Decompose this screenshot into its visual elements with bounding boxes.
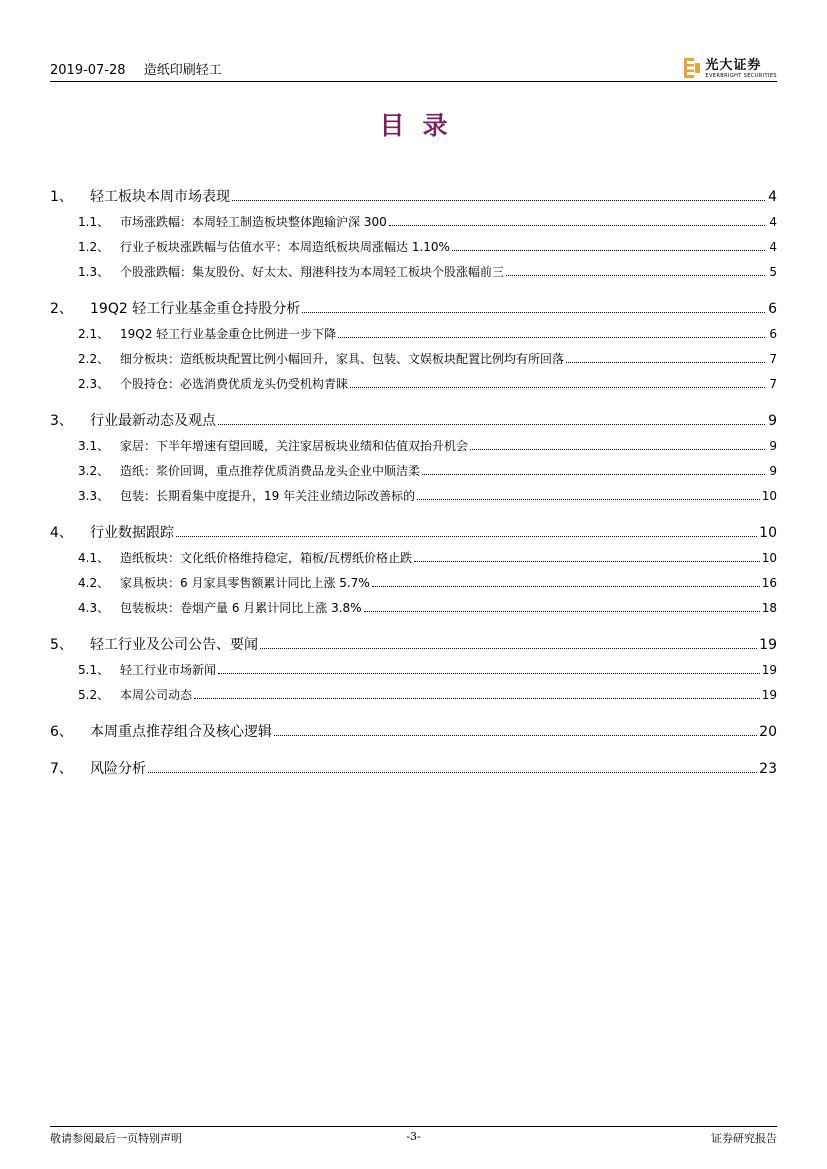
toc-entry-page: 10: [759, 525, 777, 541]
toc-entry-number: 3.1、: [78, 439, 110, 453]
toc-dot-leader: [302, 312, 765, 313]
toc-entry-number: 2、: [50, 301, 73, 317]
logo-name-en: EVERBRIGHT SECURITIES: [705, 73, 777, 79]
page-footer: [50, 1130, 777, 1146]
toc-entry-page: 20: [759, 724, 777, 740]
toc-entry-title: 家具板块：6 月家具零售额累计同比上涨 5.7%: [120, 576, 370, 590]
toc-entry[interactable]: [50, 574, 777, 592]
toc-entry-number: 2.3、: [78, 377, 110, 391]
toc-entry-page: 5: [769, 265, 777, 279]
toc-entry[interactable]: [50, 263, 777, 281]
toc-entry-title: 本周重点推荐组合及核心逻辑: [90, 724, 272, 740]
toc-dot-leader: [470, 449, 765, 450]
toc-entry-page: 9: [768, 413, 777, 429]
toc-dot-leader: [422, 474, 765, 475]
toc-entry[interactable]: [50, 522, 777, 542]
toc-entry-title: 造纸：浆价回调，重点推荐优质消费品龙头企业中顺洁柔: [120, 464, 421, 478]
toc-entry[interactable]: [50, 462, 777, 480]
toc-entry-page: 19: [761, 663, 777, 677]
toc-dot-leader: [506, 275, 765, 276]
toc-entry-page: 6: [768, 301, 777, 317]
logo-name-cn: 光大证券: [705, 58, 762, 73]
toc-entry-number: 4、: [50, 525, 73, 541]
toc-entry-number: 6、: [50, 724, 73, 740]
toc-dot-leader: [417, 499, 760, 500]
toc-entry-title: 个股持仓：必选消费优质龙头仍受机构青睐: [120, 377, 349, 391]
table-of-contents: [50, 0, 777, 1169]
toc-entry-title: 家居：下半年增速有望回暖，关注家居板块业绩和估值双抬升机会: [120, 439, 469, 453]
toc-dot-leader: [218, 673, 760, 674]
toc-entry-number: 1、: [50, 189, 73, 205]
toc-entry[interactable]: [50, 686, 777, 704]
toc-entry-page: 18: [761, 601, 777, 615]
toc-entry-title: 轻工板块本周市场表现: [90, 189, 230, 205]
toc-entry-title: 行业最新动态及观点: [90, 413, 216, 429]
footer-divider: [50, 1126, 777, 1127]
toc-entry-number: 3.3、: [78, 489, 110, 503]
toc-entry[interactable]: [50, 437, 777, 455]
toc-entry-number: 5.1、: [78, 663, 110, 677]
toc-entry-number: 5.2、: [78, 688, 110, 702]
toc-entry-number: 3、: [50, 413, 73, 429]
toc-entry[interactable]: [50, 350, 777, 368]
toc-entry-page: 7: [769, 377, 777, 391]
report-date: 2019-07-28: [50, 63, 126, 78]
toc-entry-number: 1.1、: [78, 215, 110, 229]
toc-title: 目录: [379, 111, 466, 140]
toc-entry-page: 9: [769, 464, 777, 478]
toc-entry-page: 7: [769, 352, 777, 366]
toc-entry[interactable]: [50, 599, 777, 617]
toc-entry[interactable]: [50, 549, 777, 567]
toc-entry-title: 包装板块：卷烟产量 6 月累计同比上涨 3.8%: [120, 601, 362, 615]
page-number: -3-: [406, 1130, 421, 1143]
toc-entry-title: 本周公司动态: [120, 688, 193, 702]
footer-report-type: 证券研究报告: [711, 1132, 777, 1145]
toc-entry-number: 3.2、: [78, 464, 110, 478]
toc-dot-leader: [274, 735, 757, 736]
toc-dot-leader: [338, 337, 765, 338]
toc-entry-title: 轻工行业及公司公告、要闻: [90, 637, 258, 653]
toc-entry-number: 1.2、: [78, 240, 110, 254]
toc-entry-title: 行业数据跟踪: [90, 525, 174, 541]
toc-dot-leader: [218, 424, 765, 425]
toc-entry-title: 行业子板块涨跌幅与估值水平：本周造纸板块周涨幅达 1.10%: [120, 240, 450, 254]
toc-entry[interactable]: [50, 661, 777, 679]
toc-dot-leader: [364, 611, 760, 612]
toc-dot-leader: [194, 698, 760, 699]
toc-entry[interactable]: [50, 186, 777, 206]
toc-entry[interactable]: [50, 410, 777, 430]
toc-dot-leader: [350, 387, 765, 388]
toc-dot-leader: [232, 200, 765, 201]
toc-entry[interactable]: [50, 721, 777, 741]
toc-entry[interactable]: [50, 238, 777, 256]
toc-entry[interactable]: [50, 758, 777, 778]
toc-entry-page: 4: [769, 215, 777, 229]
toc-entry-title: 造纸板块：文化纸价格维持稳定，箱板/瓦楞纸价格止跌: [120, 551, 413, 565]
toc-dot-leader: [176, 536, 757, 537]
toc-entry-number: 4.3、: [78, 601, 110, 615]
toc-entry-page: 10: [761, 551, 777, 565]
toc-entry-number: 4.1、: [78, 551, 110, 565]
toc-entry-title: 风险分析: [90, 761, 146, 777]
toc-entry[interactable]: [50, 634, 777, 654]
toc-entry-page: 23: [759, 761, 777, 777]
toc-dot-leader: [372, 586, 760, 587]
toc-dot-leader: [452, 250, 765, 251]
toc-entry-page: 19: [761, 688, 777, 702]
toc-entry-title: 19Q2 轻工行业基金重仓持股分析: [90, 301, 301, 317]
toc-entry-page: 4: [769, 240, 777, 254]
toc-entry-page: 4: [768, 189, 777, 205]
toc-entry-title: 市场涨跌幅：本周轻工制造板块整体跑输沪深 300: [120, 215, 387, 229]
toc-entry-number: 7、: [50, 761, 73, 777]
toc-entry-number: 5、: [50, 637, 73, 653]
toc-entry[interactable]: [50, 213, 777, 231]
toc-entry-title: 19Q2 轻工行业基金重仓比例进一步下降: [120, 327, 337, 341]
toc-entry[interactable]: [50, 325, 777, 343]
footer-disclaimer: 敬请参阅最后一页特别声明: [50, 1132, 182, 1145]
toc-entry[interactable]: [50, 487, 777, 505]
toc-entry-page: 16: [761, 576, 777, 590]
sector-name: 造纸印刷轻工: [143, 63, 222, 78]
toc-dot-leader: [566, 362, 765, 363]
toc-dot-leader: [148, 772, 757, 773]
toc-entry-title: 个股涨跌幅：集友股份、好太太、翔港科技为本周轻工板块个股涨幅前三: [120, 265, 505, 279]
toc-entry[interactable]: [50, 298, 777, 318]
toc-entry-number: 1.3、: [78, 265, 110, 279]
toc-entry-page: 9: [769, 439, 777, 453]
toc-entry-page: 6: [769, 327, 777, 341]
toc-entry-page: 10: [761, 489, 777, 503]
toc-entry-number: 2.1、: [78, 327, 110, 341]
toc-entry-number: 2.2、: [78, 352, 110, 366]
toc-entry[interactable]: [50, 375, 777, 393]
toc-entry-page: 19: [759, 637, 777, 653]
toc-entry-title: 轻工行业市场新闻: [120, 663, 217, 677]
toc-entry-title: 细分板块：造纸板块配置比例小幅回升，家具、包装、文娱板块配置比例均有所回落: [120, 352, 565, 366]
toc-entry-number: 4.2、: [78, 576, 110, 590]
toc-dot-leader: [414, 561, 760, 562]
toc-dot-leader: [389, 225, 765, 226]
toc-entry-title: 包装：长期看集中度提升，19 年关注业绩边际改善标的: [120, 489, 416, 503]
toc-dot-leader: [260, 648, 757, 649]
